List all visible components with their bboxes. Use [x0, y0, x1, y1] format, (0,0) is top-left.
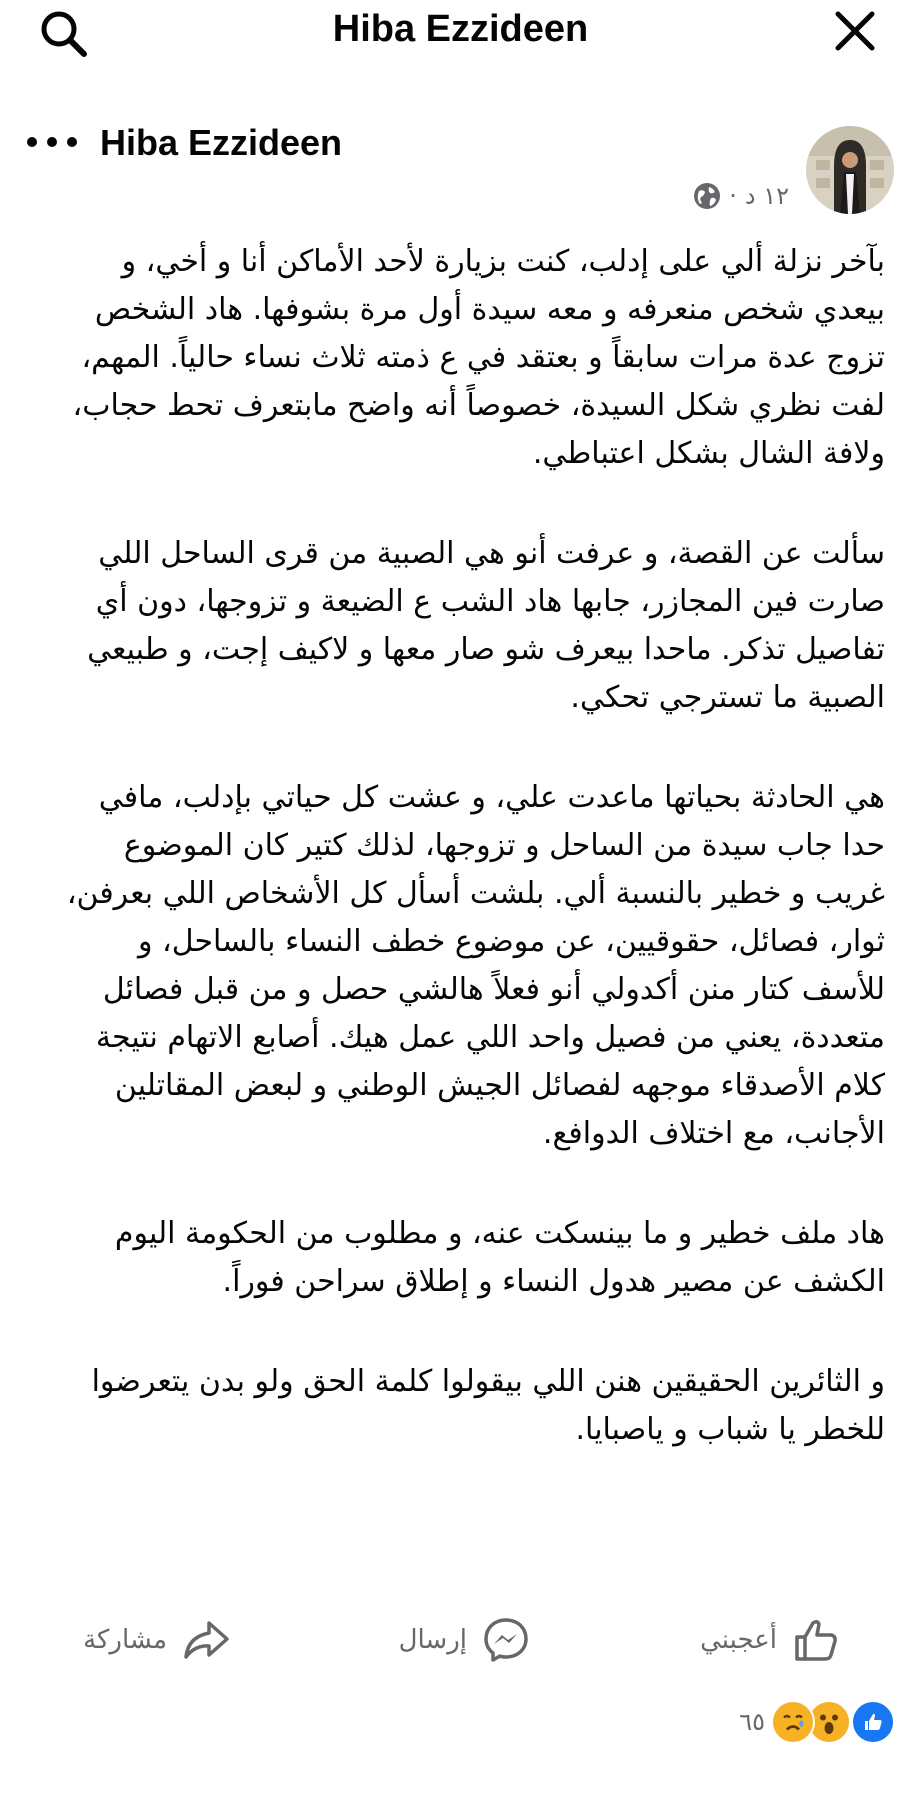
page-title: Hiba Ezzideen	[332, 8, 589, 50]
meta-separator: ·	[729, 182, 737, 210]
reactions-count: ٦٥	[739, 1708, 765, 1736]
post-header	[0, 110, 921, 230]
post-meta	[693, 178, 789, 214]
post-paragraph: و الثائرين الحقيقين هنن اللي بيقولوا كلمة الحق ولو بدن يتعرضوا للخطر يا شباب و ياصبايا.	[91, 1364, 885, 1447]
avatar[interactable]	[806, 126, 894, 214]
reactions-summary[interactable]	[739, 1700, 895, 1744]
more-options-icon[interactable]	[24, 132, 80, 152]
post-paragraph: بآخر نزلة ألي على إدلب، كنت بزيارة لأحد الأماكن أنا و أخي، و بيعدي شخص منعرفه و معه سيدة أول مرة بشوفها. هاد الشخص تزوج عدة مرات سابقاً و بعتقد في ع ذمته ثلاث نساء حالياً. المهم، لفت نظري شكل السيدة، خصوصاً أنه واضح مابتعرف تحط حجاب، ولافة الشال بشكل اعتباطي.	[72, 244, 885, 471]
messenger-icon	[481, 1615, 531, 1665]
like-reaction-icon	[851, 1700, 895, 1744]
like-label: أعجبني	[700, 1625, 777, 1655]
post-body	[50, 238, 885, 1506]
post-paragraph: سألت عن القصة، و عرفت أنو هي الصبية من قرى الساحل اللي صارت فين المجازر، جابها هاد الشب ع الضيعة و تزوجها، دون أي تفاصيل تذكر. ماحدا بيعرف شو صار معها و لاكيف إجت، و طبيعي الصبية ما تسترجي تحكي.	[87, 536, 885, 715]
post-time[interactable]: ١٢ د	[744, 182, 789, 210]
thumbs-up-icon	[791, 1615, 841, 1665]
post-paragraph: هاد ملف خطير و ما بينسكت عنه، و مطلوب من الحكومة اليوم الكشف عن مصير هدول النساء و إطلاق سراحن فوراً.	[114, 1216, 885, 1299]
send-label: إرسال	[398, 1625, 467, 1655]
top-bar	[0, 0, 921, 60]
sad-reaction-icon	[771, 1700, 815, 1744]
send-button[interactable]	[399, 1600, 531, 1680]
action-bar	[0, 1600, 921, 1680]
globe-icon	[693, 182, 721, 210]
like-button[interactable]	[700, 1600, 841, 1680]
close-icon[interactable]	[830, 6, 880, 56]
post-paragraph: هي الحادثة بحياتها ماعدت علي، و عشت كل حياتي بإدلب، مافي حدا جاب سيدة من الساحل و تزوجها، لذلك كتير كان الموضوع غريب و خطير بالنسبة ألي. بلشت أسأل كل الأشخاص اللي بعرفن، ثوار، فصائل، حقوقيين، عن موضوع خطف النساء بالساحل، و للأسف كتار منن أكدولي أنو فعلاً هالشي حصل و من قبل فصائل متعددة، يعني من فصيل واحد اللي عمل هيك. أصابع الاتهام نتيجة كلام الأصدقاء موجهه لفصائل الجيش الوطني و لبعض المقاتلين الأجانب، مع اختلاف الدوافع.	[66, 780, 885, 1151]
share-label: مشاركة	[83, 1625, 167, 1655]
share-arrow-icon	[181, 1615, 231, 1665]
share-button[interactable]	[83, 1600, 231, 1680]
author-name[interactable]: Hiba Ezzideen	[100, 122, 343, 163]
